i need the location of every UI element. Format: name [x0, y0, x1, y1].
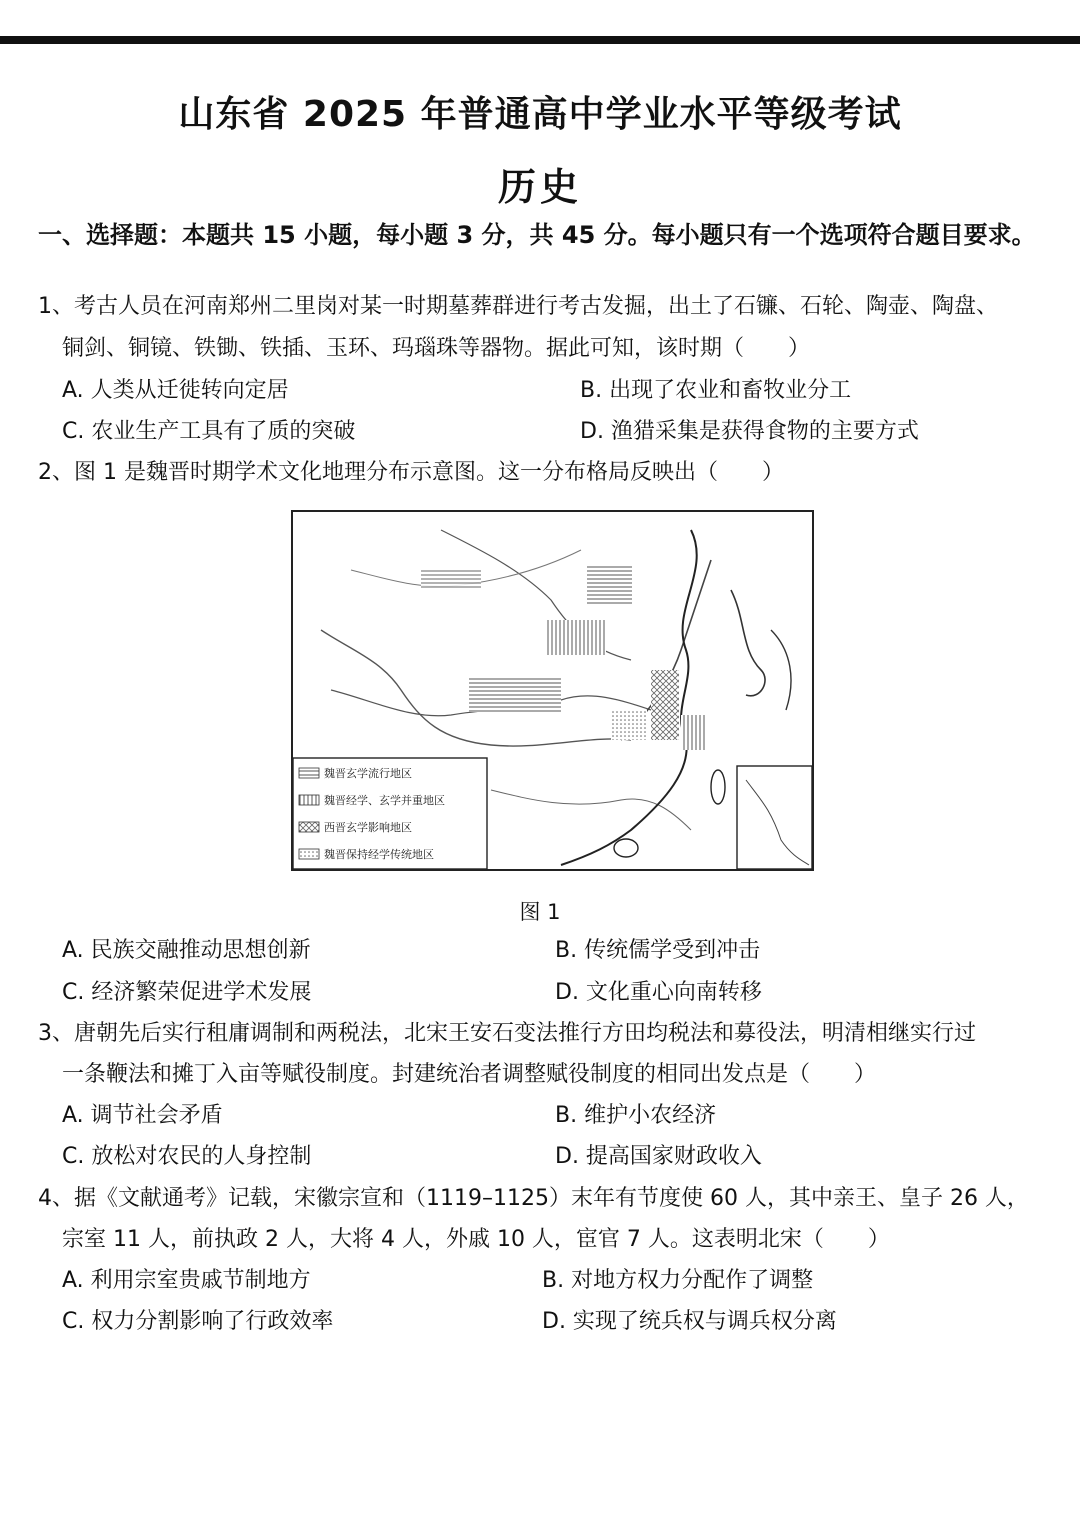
question-3-option-b: B. 维护小农经济 — [555, 1103, 717, 1128]
question-2-option-a: A. 民族交融推动思想创新 — [62, 938, 311, 963]
question-4-line-2: 宗室 11 人，前执政 2 人，大将 4 人，外戚 10 人，宦官 7 人。这表明北宋（ ） — [62, 1227, 890, 1252]
legend-item-2: 魏晋经学、玄学并重地区 — [324, 794, 445, 807]
question-4-option-a: A. 利用宗室贵戚节制地方 — [62, 1268, 311, 1293]
question-1-line-2: 铜剑、铜镜、铁锄、铁插、玉环、玛瑙珠等器物。据此可知，该时期（ ） — [62, 336, 811, 361]
question-3-option-a: A. 调节社会矛盾 — [62, 1103, 223, 1128]
question-4-option-b: B. 对地方权力分配作了调整 — [542, 1268, 814, 1293]
question-2-option-b: B. 传统儒学受到冲击 — [555, 938, 761, 963]
question-2-option-d: D. 文化重心向南转移 — [555, 980, 762, 1005]
question-1-option-a: A. 人类从迁徙转向定居 — [62, 378, 289, 403]
figure-1-caption: 图 1 — [519, 900, 561, 924]
question-1-option-d: D. 渔猎采集是获得食物的主要方式 — [580, 419, 919, 444]
figure-1-map — [291, 510, 814, 871]
legend-item-1: 魏晋玄学流行地区 — [324, 767, 412, 780]
question-2-option-c: C. 经济繁荣促进学术发展 — [62, 980, 312, 1005]
question-2-line-1: 2、图 1 是魏晋时期学术文化地理分布示意图。这一分布格局反映出（ ） — [38, 460, 784, 485]
question-3-option-d: D. 提高国家财政收入 — [555, 1144, 762, 1169]
subject-title: 历史 — [497, 165, 582, 209]
question-1-option-b: B. 出现了农业和畜牧业分工 — [580, 378, 852, 403]
legend-item-3: 西晋玄学影响地区 — [324, 821, 412, 834]
legend-item-4: 魏晋保持经学传统地区 — [324, 848, 434, 861]
question-1-option-c: C. 农业生产工具有了质的突破 — [62, 419, 356, 444]
question-1-line-1: 1、考古人员在河南郑州二里岗对某一时期墓葬群进行考古发掘，出土了石镰、石轮、陶壶、陶盘、 — [38, 294, 999, 319]
question-3-option-c: C. 放松对农民的人身控制 — [62, 1144, 312, 1169]
top-rule — [0, 36, 1080, 44]
question-4-line-1: 4、据《文献通考》记载，宋徽宗宣和（1119–1125）末年有节度使 60 人，其中亲王、皇子 26 人， — [38, 1186, 1029, 1211]
question-4-option-d: D. 实现了统兵权与调兵权分离 — [542, 1309, 837, 1334]
exam-title: 山东省 2025 年普通高中学业水平等级考试 — [178, 94, 902, 135]
question-3-line-2: 一条鞭法和摊丁入亩等赋役制度。封建统治者调整赋役制度的相同出发点是（ ） — [62, 1062, 877, 1087]
question-3-line-1: 3、唐朝先后实行租庸调制和两税法，北宋王安石变法推行方田均税法和募役法，明清相继实行过 — [38, 1021, 977, 1046]
section-heading: 一、选择题：本题共 15 小题，每小题 3 分，共 45 分。每小题只有一个选项符合题目要求。 — [38, 221, 1036, 249]
question-4-option-c: C. 权力分割影响了行政效率 — [62, 1309, 334, 1334]
